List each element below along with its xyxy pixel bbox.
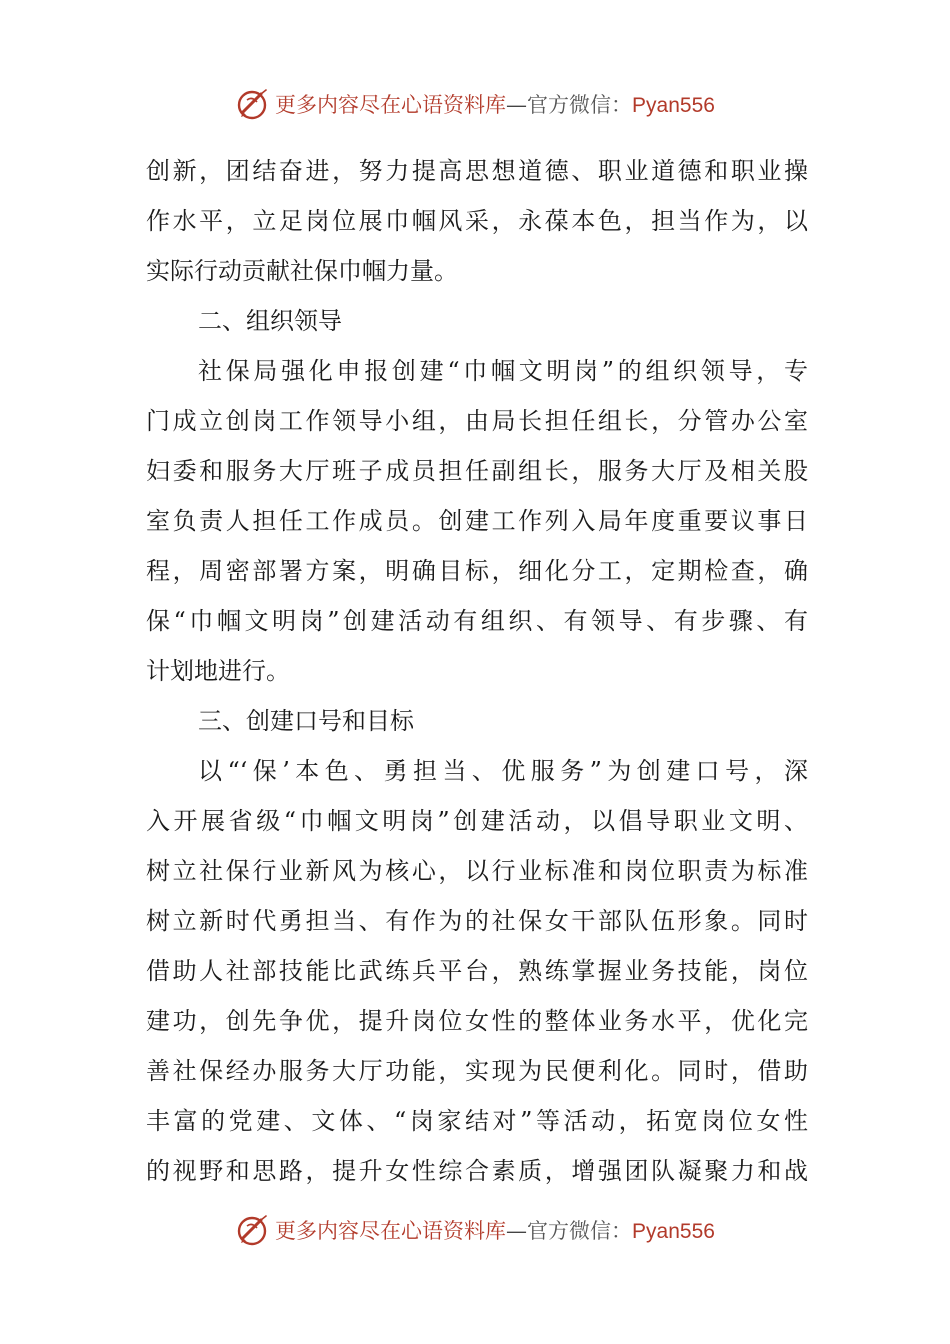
paragraph-line: 建功，创先争优，提升岗位女性的整体业务水平，优化完 [146,1007,808,1035]
footer-banner [0,1208,950,1252]
paragraph-line: 作水平，立足岗位展巾帼风采，永葆本色，担当作为，以 [146,207,808,235]
paragraph-line: 善社保经办服务大厅功能，实现为民便利化。同时，借助 [146,1057,808,1085]
paragraph-line: 树立社保行业新风为核心，以行业标准和岗位职责为标准 [146,857,808,885]
banner-text-group [275,89,715,119]
banner-title: 更多内容尽在心语资料库 [275,1219,507,1243]
banner-wechat-handle: Pyan556 [632,94,715,117]
paragraph-line: 门成立创岗工作领导小组，由局长担任组长，分管办公室 [146,407,808,435]
paragraph-line: 创新，团结奋进，努力提高思想道德、职业道德和职业操 [146,157,808,185]
banner-text-group [275,1215,715,1245]
document-body [146,146,808,1196]
banner-wechat-label: 官方微信： [527,1219,633,1243]
paragraph-line: 以“‘保’本色、勇担当、优服务”为创建口号，深 [198,757,808,785]
paragraph-line: 入开展省级“巾帼文明岗”创建活动，以倡导职业文明、 [146,807,808,835]
section-heading: 三、创建口号和目标 [198,707,414,735]
pen-logo-icon [235,1212,271,1248]
banner-title: 更多内容尽在心语资料库 [275,93,507,117]
paragraph-line: 实际行动贡献社保巾帼力量。 [146,257,458,285]
paragraph-line: 计划地进行。 [146,657,290,685]
banner-dash: — [506,1219,528,1243]
paragraph-line: 树立新时代勇担当、有作为的社保女干部队伍形象。同时 [146,907,808,935]
paragraph-line: 借助人社部技能比武练兵平台，熟练掌握业务技能，岗位 [146,957,808,985]
banner-wechat-handle: Pyan556 [632,1220,715,1243]
paragraph-line: 程，周密部署方案，明确目标，细化分工，定期检查，确 [146,557,808,585]
banner-dash: — [506,93,528,117]
paragraph-line: 妇委和服务大厅班子成员担任副组长，服务大厅及相关股 [146,457,808,485]
section-heading: 二、组织领导 [198,307,342,335]
banner-wechat-label: 官方微信： [527,93,633,117]
header-banner [0,82,950,126]
paragraph-line: 室负责人担任工作成员。创建工作列入局年度重要议事日 [146,507,808,535]
pen-logo-icon [235,86,271,122]
paragraph-line: 丰富的党建、文体、“岗家结对”等活动，拓宽岗位女性 [146,1107,808,1135]
paragraph-line: 保“巾帼文明岗”创建活动有组织、有领导、有步骤、有 [146,607,808,635]
paragraph-line: 社保局强化申报创建“巾帼文明岗”的组织领导，专 [198,357,808,385]
paragraph-line: 的视野和思路，提升女性综合素质，增强团队凝聚力和战 [146,1157,808,1185]
